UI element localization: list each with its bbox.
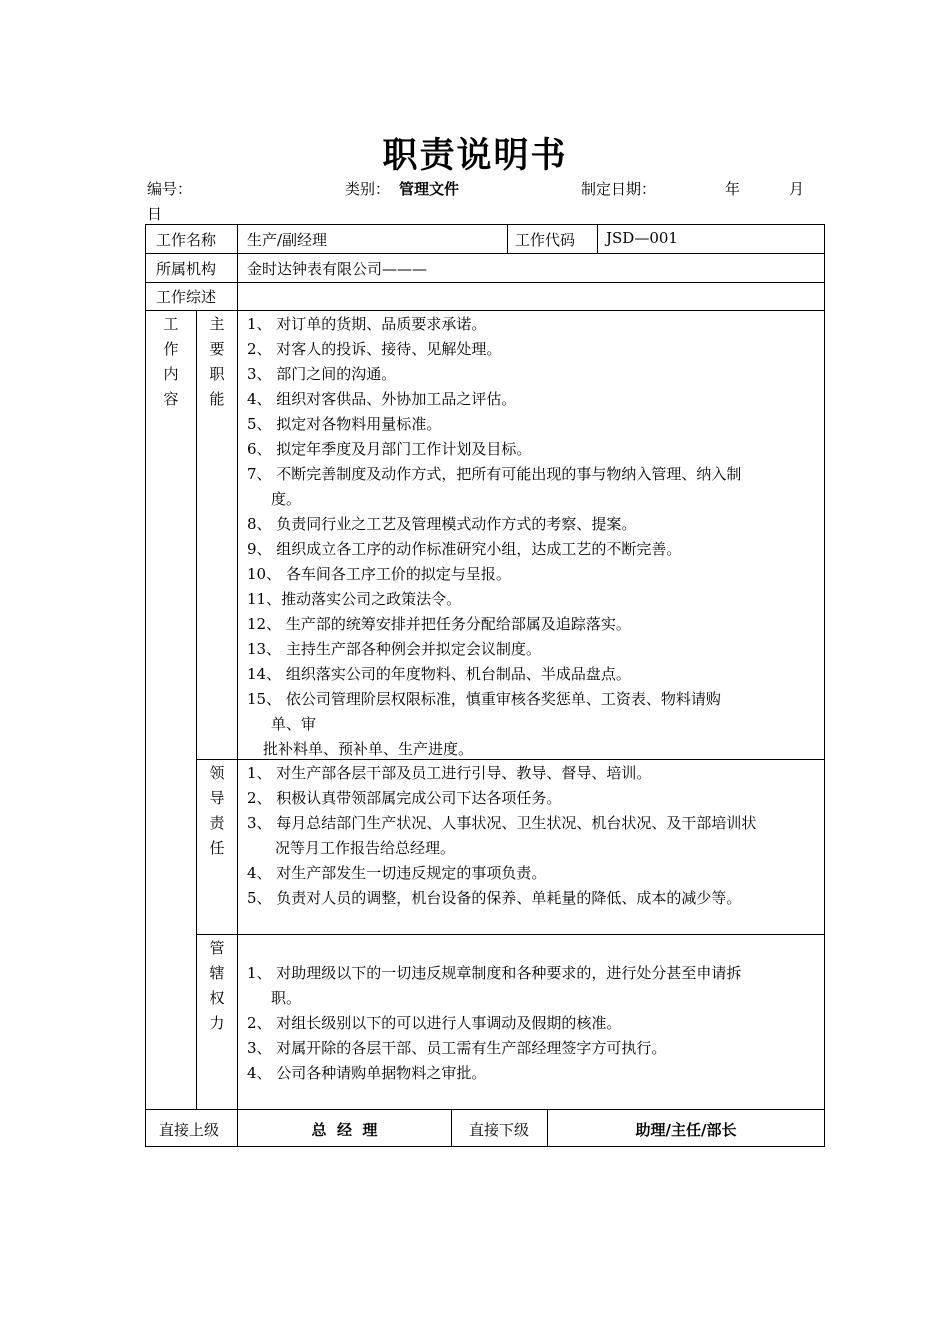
duty-item: 9、 组织成立各工序的动作标准研究小组，达成工艺的不断完善。 bbox=[247, 540, 682, 558]
leadership-list bbox=[247, 761, 817, 911]
authority-label-char: 权 bbox=[209, 989, 225, 1007]
col-line bbox=[597, 224, 598, 254]
duty-item: 13、 主持生产部各种例会并拟定会议制度。 bbox=[247, 640, 541, 658]
main-duties-label-char: 主 bbox=[209, 315, 225, 333]
duty-item-continued: 度。 bbox=[271, 490, 302, 508]
table-border-bottom bbox=[145, 1146, 825, 1147]
content-label bbox=[161, 312, 181, 412]
org-value: 金时达钟表有限公司——— bbox=[247, 260, 428, 278]
year-label: 年 bbox=[725, 180, 741, 198]
row-line bbox=[145, 253, 825, 254]
authority-label bbox=[207, 936, 227, 1036]
job-code-label: 工作代码 bbox=[515, 231, 576, 249]
summary-label: 工作综述 bbox=[156, 288, 217, 306]
content-label-char: 作 bbox=[163, 340, 179, 358]
duty-item: 6、 拟定年季度及月部门工作计划及目标。 bbox=[247, 440, 532, 458]
duty-item: 12、 生产部的统筹安排并把任务分配给部属及追踪落实。 bbox=[247, 615, 631, 633]
category-value: 管理文件 bbox=[399, 180, 460, 198]
main-duties-list bbox=[247, 312, 817, 762]
col-line bbox=[196, 310, 197, 1110]
header-meta bbox=[147, 178, 827, 200]
subordinate-value: 助理/主任/部长 bbox=[635, 1121, 737, 1139]
number-label: 编号： bbox=[147, 180, 193, 198]
leadership-item: 5、 负责对人员的调整，机台设备的保养、单耗量的降低、成本的减少等。 bbox=[247, 889, 742, 907]
leadership-label-char: 导 bbox=[209, 789, 225, 807]
authority-list bbox=[247, 961, 817, 1086]
main-duties-label bbox=[207, 312, 227, 412]
duty-item: 4、 组织对客供品、外协加工品之评估。 bbox=[247, 390, 517, 408]
content-label-char: 工 bbox=[163, 315, 179, 333]
row-line bbox=[196, 934, 825, 935]
leadership-item: 1、 对生产部各层干部及员工进行引导、教导、督导、培训。 bbox=[247, 764, 652, 782]
main-duties-label-char: 要 bbox=[209, 340, 225, 358]
authority-label-char: 管 bbox=[209, 939, 225, 957]
leadership-label bbox=[207, 761, 227, 861]
authority-item: 1、 对助理级以下的一切违反规章制度和各种要求的，进行处分甚至申请拆 bbox=[247, 964, 742, 982]
col-line bbox=[237, 224, 238, 311]
leadership-item: 2、 积极认真带领部属完成公司下达各项任务。 bbox=[247, 789, 562, 807]
duty-item: 1、 对订单的货期、品质要求承诺。 bbox=[247, 315, 487, 333]
col-line bbox=[507, 224, 508, 254]
category-label: 类别： bbox=[345, 180, 391, 198]
leadership-item: 4、 对生产部发生一切违反规定的事项负责。 bbox=[247, 864, 547, 882]
month-label: 月 bbox=[789, 180, 805, 198]
duty-item: 14、 组织落实公司的年度物料、机台制品、半成品盘点。 bbox=[247, 665, 631, 683]
main-duties-label-char: 能 bbox=[209, 390, 225, 408]
document-title: 职责说明书 bbox=[382, 136, 568, 176]
leadership-label-char: 责 bbox=[209, 814, 225, 832]
day-label: 日 bbox=[147, 205, 163, 223]
duty-item: 2、 对客人的投诉、接待、见解处理。 bbox=[247, 340, 502, 358]
content-label-char: 内 bbox=[163, 365, 179, 383]
authority-item-continued: 职。 bbox=[271, 989, 302, 1007]
duty-item: 7、 不断完善制度及动作方式，把所有可能出现的事与物纳入管理、纳入制 bbox=[247, 465, 742, 483]
content-label-char: 容 bbox=[163, 390, 179, 408]
leadership-label-char: 任 bbox=[209, 839, 225, 857]
duty-item-continued: 单、审 bbox=[271, 715, 317, 733]
main-duties-label-char: 职 bbox=[209, 365, 225, 383]
authority-label-char: 力 bbox=[209, 1014, 225, 1032]
org-label: 所属机构 bbox=[156, 260, 217, 278]
authority-item: 4、 公司各种请购单据物料之审批。 bbox=[247, 1064, 487, 1082]
leadership-item-continued: 况等月工作报告给总经理。 bbox=[275, 839, 456, 857]
leadership-item: 3、 每月总结部门生产状况、人事状况、卫生状况、机台状况、及干部培训状 bbox=[247, 814, 757, 832]
duty-item: 3、 部门之间的沟通。 bbox=[247, 365, 397, 383]
col-line bbox=[451, 1109, 452, 1147]
superior-value: 总 经 理 bbox=[311, 1121, 378, 1139]
duty-item: 15、 依公司管理阶层权限标准，慎重审核各奖惩单、工资表、物料请购 bbox=[247, 690, 721, 708]
authority-label-char: 辖 bbox=[209, 964, 225, 982]
leadership-label-char: 领 bbox=[209, 764, 225, 782]
subordinate-label: 直接下级 bbox=[469, 1121, 530, 1139]
superior-label: 直接上级 bbox=[159, 1121, 220, 1139]
duty-item: 11、推动落实公司之政策法令。 bbox=[247, 590, 462, 608]
authority-item: 3、 对属开除的各层干部、员工需有生产部经理签字方可执行。 bbox=[247, 1039, 667, 1057]
col-line bbox=[237, 310, 238, 1110]
duty-item: 10、 各车间各工序工价的拟定与呈报。 bbox=[247, 565, 511, 583]
table-border-right bbox=[824, 224, 825, 1147]
job-code-value: JSD—001 bbox=[606, 229, 678, 247]
date-label: 制定日期： bbox=[581, 180, 657, 198]
row-line bbox=[145, 310, 825, 311]
table-border-left bbox=[145, 224, 146, 1147]
duty-item-continued: 批补料单、预补单、生产进度。 bbox=[263, 740, 474, 758]
row-line bbox=[145, 1109, 825, 1110]
duty-item: 5、 拟定对各物料用量标准。 bbox=[247, 415, 442, 433]
job-name-label: 工作名称 bbox=[156, 231, 217, 249]
row-line bbox=[145, 282, 825, 283]
table-border-top bbox=[145, 224, 825, 225]
authority-item: 2、 对组长级别以下的可以进行人事调动及假期的核准。 bbox=[247, 1014, 622, 1032]
job-name-value: 生产/副经理 bbox=[247, 231, 328, 249]
duty-item: 8、 负责同行业之工艺及管理模式动作方式的考察、提案。 bbox=[247, 515, 637, 533]
